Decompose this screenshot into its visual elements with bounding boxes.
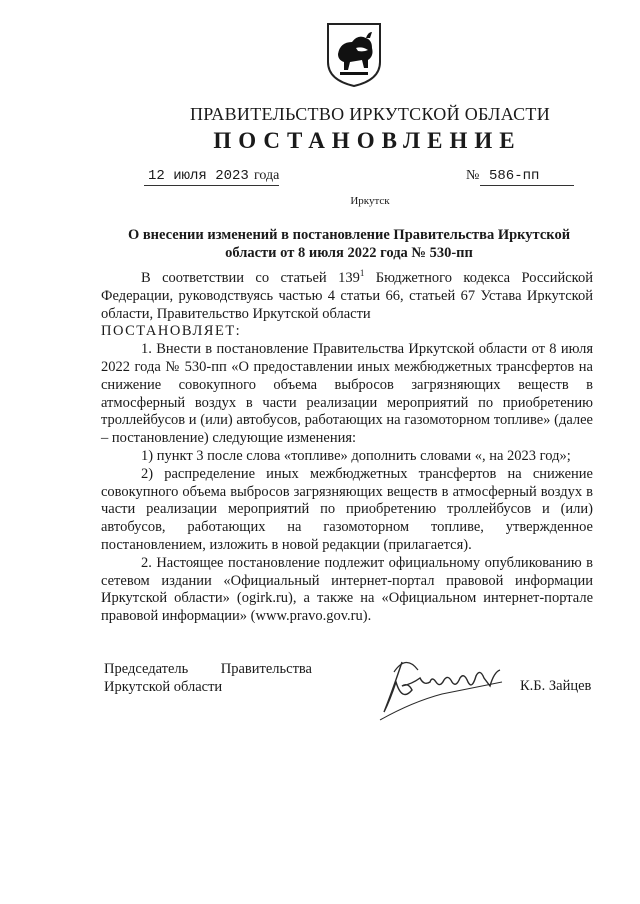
title-line: области от 8 июля 2022 года № 530-пп: [225, 245, 473, 261]
title-line: О внесении изменений в постановление Правительства Иркутской: [127, 227, 571, 243]
article-superscript: 1: [359, 268, 365, 278]
handwritten-signature: [372, 642, 512, 732]
item-1-subitem-2: 2) распределение иных межбюджетных трансфертов на снижение совокупного объема выбросов загрязняющих веществ в атмосферный воздух в части реализации мероприятий по приобретению троллейбусов и (или) автобусов, работающих на газомоторном топливе, утвержденное постановлением, изложить в новой редакции (прилагается).: [101, 465, 593, 553]
intro-text-continued: Бюджетного кодекса Российской Федерации, руководствуясь частью 4 статьи 66, статьей 67 Устава Иркутской области, Правительство Иркутской области: [101, 270, 593, 322]
signatory-name: К.Б. Зайцев: [520, 678, 592, 694]
intro-paragraph: [101, 270, 593, 323]
city-name: Иркутск: [350, 195, 390, 207]
document-date: [148, 168, 249, 184]
document-number: [489, 168, 539, 184]
date-underline: [144, 185, 279, 186]
date-value: 12 июля 2023: [148, 168, 249, 184]
position-word: Правительства: [220, 661, 312, 677]
signatory-position: [104, 660, 312, 696]
position-word: Председатель: [104, 661, 189, 677]
document-body: [101, 270, 593, 626]
intro-text: В соответствии со статьей 139: [141, 270, 360, 286]
position-line-2: Иркутской области: [104, 679, 223, 695]
item-1-subitem-1: 1) пункт 3 после слова «топливе» дополнить словами «, на 2023 год»;: [141, 447, 571, 464]
coat-of-arms-icon: [322, 20, 386, 88]
number-value: 586-пп: [489, 168, 540, 184]
position-line-1: [104, 660, 312, 678]
number-label: №: [466, 168, 480, 183]
item-2: 2. Настоящее постановление подлежит официальному опубликованию в сетевом издании «Официальный интернет-портал правовой информации Иркутской области» (ogirk.ru), а также на «Официальном интернет-портале правовой информации» (www.pravo.gov.ru).: [101, 554, 593, 625]
resolves-heading: ПОСТАНОВЛЯЕТ:: [101, 323, 242, 340]
organization-name: ПРАВИТЕЛЬСТВО ИРКУТСКОЙ ОБЛАСТИ: [189, 104, 551, 124]
item-1: 1. Внести в постановление Правительства Иркутской области от 8 июля 2022 года № 530-пп «О предоставлении иных межбюджетных трансфертов на снижение совокупного объема выбросов загрязняющих веществ в атмосферный воздух в части реализации мероприятий по приобретению троллейбусов и (или) автобусов, работающих на газомоторном топливе» (далее – постановление) следующие изменения:: [101, 341, 593, 447]
date-suffix: года: [254, 168, 280, 183]
document-title: [108, 226, 590, 262]
document-type: ПОСТАНОВЛЕНИЕ: [213, 128, 522, 153]
number-underline: [480, 185, 574, 186]
